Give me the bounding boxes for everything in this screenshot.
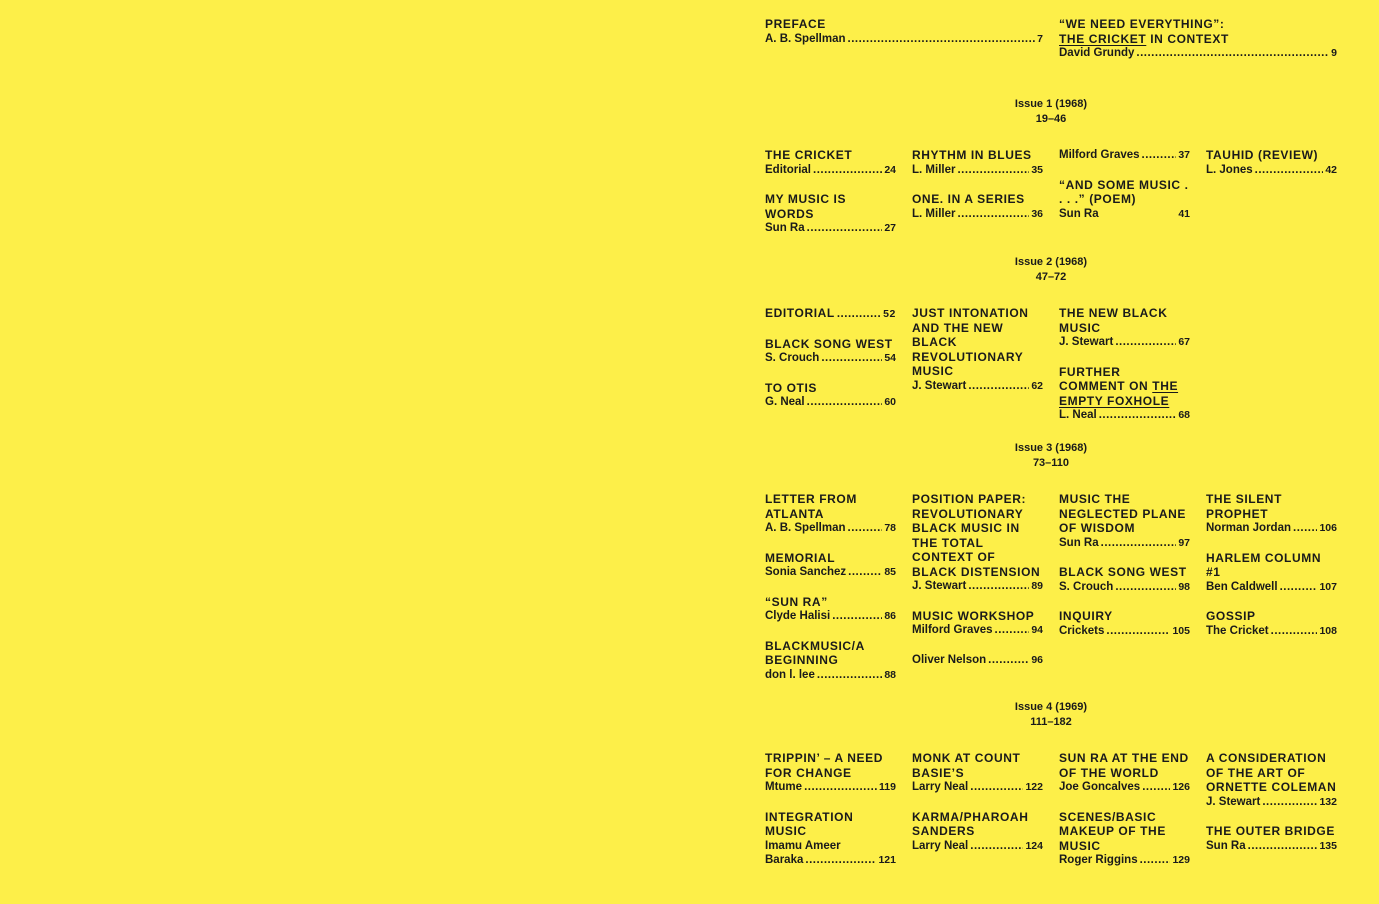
dot-leader bbox=[1115, 580, 1176, 595]
front-matter bbox=[765, 17, 1337, 76]
entry-title: BLACK SONG WEST bbox=[1059, 565, 1187, 579]
entry-line bbox=[765, 351, 896, 366]
dot-leader bbox=[988, 653, 1029, 668]
dot-leader bbox=[837, 307, 881, 322]
toc-column bbox=[912, 492, 1043, 682]
toc-column bbox=[1206, 148, 1337, 192]
dot-leader bbox=[1248, 839, 1318, 854]
entry-author: Baraka bbox=[765, 854, 804, 866]
entry-line bbox=[765, 221, 896, 236]
toc-column bbox=[912, 148, 1043, 236]
entry-title-underlined: THE EMPTY FOXHOLE bbox=[1059, 379, 1179, 408]
entry-line bbox=[912, 839, 1043, 854]
toc-entry[interactable] bbox=[1059, 565, 1190, 594]
entry-line bbox=[1059, 46, 1337, 61]
entry-page: 88 bbox=[884, 668, 896, 681]
entry-line bbox=[1059, 624, 1190, 639]
toc-entry[interactable] bbox=[1059, 178, 1190, 222]
issue-columns bbox=[765, 306, 1337, 438]
dot-leader bbox=[807, 221, 883, 236]
toc-entry[interactable] bbox=[1206, 551, 1337, 595]
toc-entry[interactable] bbox=[1059, 365, 1190, 423]
dot-leader bbox=[807, 395, 883, 410]
toc-column bbox=[1059, 751, 1190, 883]
entry-line bbox=[1206, 839, 1337, 854]
toc-entry[interactable] bbox=[765, 551, 896, 580]
entry-title: KARMA/PHAROAH SANDERS bbox=[912, 809, 1029, 838]
toc-entry[interactable] bbox=[1206, 492, 1337, 536]
toc-column bbox=[765, 751, 896, 883]
entry-title: FURTHER COMMENT ON THE EMPTY FOXHOLE bbox=[1059, 364, 1179, 408]
issue-section bbox=[765, 700, 1337, 883]
entry-line bbox=[765, 565, 896, 580]
toc-column bbox=[912, 306, 1043, 408]
entry-author: A. B. Spellman bbox=[765, 32, 846, 45]
toc-entry[interactable] bbox=[765, 192, 896, 236]
entry-page: 86 bbox=[884, 610, 896, 622]
entry-title: SCENES/BASIC MAKEUP OF THE MUSIC bbox=[1059, 809, 1166, 853]
entry-page: 42 bbox=[1325, 163, 1337, 176]
entry-author: J. Stewart bbox=[1206, 795, 1261, 808]
entry-page: 98 bbox=[1178, 580, 1190, 593]
entry-page: 78 bbox=[884, 522, 896, 534]
toc-entry[interactable] bbox=[765, 595, 896, 624]
entry-title: INQUIRY bbox=[1059, 609, 1113, 623]
entry-page: 85 bbox=[884, 566, 896, 578]
entry-title: “SUN RA” bbox=[765, 594, 828, 609]
entry-line bbox=[912, 163, 1043, 178]
entry-line bbox=[1059, 408, 1190, 423]
entry-author: J. Stewart bbox=[912, 379, 967, 392]
entry-line bbox=[765, 32, 1043, 47]
issue-section bbox=[765, 255, 1337, 438]
toc-entry[interactable] bbox=[912, 810, 1043, 854]
entry-line bbox=[1059, 335, 1190, 350]
toc-entry-context[interactable] bbox=[1059, 17, 1337, 61]
entry-title: THE SILENT PROPHET bbox=[1206, 492, 1283, 521]
toc-entry[interactable] bbox=[1059, 492, 1190, 550]
dot-leader bbox=[1106, 624, 1170, 639]
entry-title: MEMORIAL bbox=[765, 550, 836, 565]
toc-entry[interactable] bbox=[1206, 824, 1337, 853]
issue-page-range: 19–46 bbox=[1035, 112, 1067, 125]
entry-title: ONE. IN A SERIES bbox=[912, 192, 1025, 206]
entry-author: don l. lee bbox=[765, 668, 815, 681]
entry-line bbox=[765, 395, 896, 410]
entry-title: PREFACE bbox=[765, 17, 826, 31]
entry-author: Mtume bbox=[765, 781, 803, 793]
entry-page: 107 bbox=[1319, 580, 1337, 593]
issue-columns bbox=[765, 492, 1337, 697]
entry-line bbox=[912, 653, 1043, 668]
toc-entry[interactable] bbox=[1059, 810, 1190, 868]
entry-author-line bbox=[765, 839, 896, 854]
entry-line bbox=[1206, 163, 1337, 178]
toc-entry[interactable] bbox=[1206, 148, 1337, 177]
entry-title bbox=[1059, 17, 1337, 46]
issue-columns bbox=[765, 148, 1337, 251]
toc-column bbox=[1059, 306, 1190, 438]
dot-leader bbox=[957, 163, 1029, 178]
entry-page: 68 bbox=[1178, 409, 1190, 421]
entry-title-underlined: THE CRICKET bbox=[1059, 31, 1147, 46]
entry-title: MY MUSIC IS WORDS bbox=[765, 192, 847, 221]
dot-leader bbox=[968, 579, 1029, 594]
entry-line bbox=[912, 207, 1043, 222]
dot-leader bbox=[848, 565, 882, 580]
entry-author: Ben Caldwell bbox=[1206, 580, 1278, 593]
toc-column bbox=[1206, 751, 1337, 868]
entry-page: 108 bbox=[1319, 624, 1337, 637]
entry-title: MONK AT COUNT BASIE’S bbox=[912, 751, 1021, 780]
table-of-contents bbox=[765, 17, 1337, 866]
entry-author: L. Miller bbox=[912, 163, 956, 176]
toc-entry-preface[interactable] bbox=[765, 17, 1043, 61]
dot-leader bbox=[805, 853, 876, 868]
entry-title: MUSIC WORKSHOP bbox=[912, 608, 1035, 623]
dot-leader bbox=[821, 351, 882, 366]
toc-entry[interactable] bbox=[1206, 609, 1337, 638]
entry-line bbox=[765, 163, 896, 178]
issue-title: Issue 3 (1968) bbox=[1014, 442, 1088, 454]
entry-page: 7 bbox=[1037, 32, 1043, 45]
entry-page: 52 bbox=[883, 308, 896, 320]
entry-title: JUST INTONATION AND THE NEW BLACK REVOLUTIONARY MUSIC bbox=[912, 306, 1029, 378]
entry-line bbox=[1059, 148, 1190, 163]
dot-leader bbox=[848, 32, 1036, 47]
toc-entry[interactable] bbox=[912, 751, 1043, 795]
toc-column bbox=[765, 148, 896, 251]
entry-line bbox=[1206, 624, 1337, 639]
entry-page: 41 bbox=[1178, 207, 1190, 220]
entry-title: TRIPPIN’ – A NEED FOR CHANGE bbox=[765, 751, 884, 780]
dot-leader bbox=[1262, 795, 1317, 810]
entry-author: S. Crouch bbox=[765, 352, 820, 364]
entry-line bbox=[1206, 580, 1337, 595]
toc-entry[interactable] bbox=[765, 810, 896, 868]
entry-title: “AND SOME MUSIC . . . .” (POEM) bbox=[1059, 177, 1189, 206]
dot-leader bbox=[1271, 624, 1318, 639]
entry-title: TO OTIS bbox=[765, 380, 817, 395]
toc-entry[interactable] bbox=[912, 492, 1043, 594]
entry-page: 119 bbox=[879, 781, 896, 793]
entry-page: 35 bbox=[1031, 163, 1043, 176]
entry-author: A. B. Spellman bbox=[765, 522, 846, 534]
dot-leader bbox=[1255, 163, 1324, 178]
entry-line bbox=[912, 379, 1043, 394]
issue-title: Issue 1 (1968) bbox=[1014, 98, 1088, 110]
toc-entry[interactable] bbox=[912, 148, 1043, 177]
entry-page: 97 bbox=[1178, 536, 1190, 549]
dot-leader bbox=[1293, 521, 1317, 536]
entry-title: TAUHID (REVIEW) bbox=[1206, 148, 1319, 162]
entry-author: Joe Goncalves bbox=[1059, 781, 1141, 793]
toc-entry[interactable] bbox=[1206, 751, 1337, 809]
dot-leader bbox=[817, 668, 882, 683]
toc-column bbox=[1059, 492, 1190, 653]
entry-page: 132 bbox=[1319, 795, 1337, 808]
entry-author: L. Miller bbox=[912, 207, 956, 220]
entry-page: 67 bbox=[1178, 336, 1190, 348]
entry-author: David Grundy bbox=[1059, 47, 1135, 59]
entry-title: BLACK SONG WEST bbox=[765, 336, 893, 351]
entry-author: Larry Neal bbox=[912, 781, 969, 793]
dot-leader bbox=[1280, 580, 1318, 595]
entry-line bbox=[765, 780, 896, 795]
entry-author: Sun Ra bbox=[1206, 839, 1246, 852]
entry-title: LETTER FROM ATLANTA bbox=[765, 492, 857, 521]
entry-page: 124 bbox=[1025, 839, 1043, 852]
toc-column bbox=[765, 492, 896, 697]
entry-page: 122 bbox=[1025, 781, 1043, 793]
dot-leader bbox=[968, 379, 1029, 394]
entry-page: 36 bbox=[1031, 207, 1043, 220]
dot-leader bbox=[957, 207, 1029, 222]
entry-line bbox=[1206, 795, 1337, 810]
toc-column bbox=[912, 751, 1043, 868]
toc-column bbox=[1206, 492, 1337, 653]
issue-heading bbox=[765, 700, 1337, 729]
entry-author: Milford Graves bbox=[912, 624, 993, 636]
entry-author: L. Jones bbox=[1206, 163, 1253, 176]
issue-heading bbox=[765, 441, 1337, 470]
entry-page: 135 bbox=[1319, 839, 1337, 852]
issue-title: Issue 2 (1968) bbox=[1014, 256, 1088, 268]
entry-author: G. Neal bbox=[765, 396, 805, 408]
dot-leader bbox=[1115, 335, 1176, 350]
entry-title: A CONSIDERATION OF THE ART OF ORNETTE COLEMAN bbox=[1206, 751, 1337, 794]
toc-entry[interactable] bbox=[1059, 148, 1190, 163]
entry-title-rest: IN CONTEXT bbox=[1146, 31, 1229, 46]
entry-line bbox=[1059, 207, 1190, 222]
entry-page: 62 bbox=[1031, 379, 1043, 392]
entry-title: BLACKMUSIC/A BEGINNING bbox=[765, 638, 865, 667]
entry-line bbox=[765, 521, 896, 536]
entry-title: HARLEM COLUMN #1 bbox=[1206, 550, 1322, 579]
toc-entry[interactable] bbox=[1059, 306, 1190, 350]
toc-column bbox=[765, 306, 896, 425]
issue-title: Issue 4 (1969) bbox=[1014, 701, 1088, 713]
issue-page-range: 47–72 bbox=[1035, 270, 1067, 283]
entry-line bbox=[765, 306, 896, 322]
toc-entry[interactable] bbox=[765, 751, 896, 795]
entry-title: GOSSIP bbox=[1206, 609, 1256, 623]
entry-author: Editorial bbox=[765, 163, 812, 176]
entry-page: 121 bbox=[878, 854, 896, 866]
dot-leader bbox=[970, 839, 1023, 854]
entry-author: Sun Ra bbox=[1059, 536, 1099, 549]
toc-entry[interactable] bbox=[765, 148, 896, 177]
dot-leader bbox=[848, 521, 883, 536]
dot-leader bbox=[813, 163, 882, 178]
toc-entry[interactable] bbox=[1059, 609, 1190, 638]
toc-entry[interactable] bbox=[912, 653, 1043, 668]
entry-title: EDITORIAL bbox=[765, 306, 835, 320]
toc-entry[interactable] bbox=[912, 609, 1043, 638]
dot-leader bbox=[1101, 536, 1177, 551]
issue-columns bbox=[765, 751, 1337, 883]
dot-leader bbox=[1136, 46, 1329, 61]
entry-page: 106 bbox=[1319, 522, 1337, 534]
toc-entry[interactable] bbox=[765, 306, 896, 322]
entry-line bbox=[1059, 853, 1190, 868]
entry-author: Sonia Sanchez bbox=[765, 566, 847, 578]
entry-author: Norman Jordan bbox=[1206, 522, 1291, 534]
entry-title: SUN RA AT THE END OF THE WORLD bbox=[1059, 751, 1189, 780]
entry-title: THE NEW BLACK MUSIC bbox=[1059, 306, 1168, 335]
entry-author: Roger Riggins bbox=[1059, 854, 1138, 866]
toc-entry[interactable] bbox=[765, 337, 896, 366]
entry-page: 60 bbox=[884, 396, 896, 408]
entry-author: Sun Ra bbox=[765, 222, 805, 234]
entry-line bbox=[1059, 780, 1190, 795]
entry-title: INTEGRATION MUSIC bbox=[765, 809, 854, 838]
toc-column bbox=[1059, 148, 1190, 236]
entry-line bbox=[765, 853, 896, 868]
entry-line bbox=[912, 579, 1043, 594]
issue-section bbox=[765, 441, 1337, 697]
entry-title: RHYTHM IN BLUES bbox=[912, 148, 1032, 162]
entry-page: 37 bbox=[1178, 149, 1190, 161]
entry-author: Sun Ra bbox=[1059, 207, 1099, 220]
entry-author: S. Crouch bbox=[1059, 580, 1114, 593]
entry-author: Oliver Nelson bbox=[912, 653, 987, 666]
entry-line bbox=[912, 780, 1043, 795]
issue-heading bbox=[765, 255, 1337, 284]
dot-leader bbox=[1140, 853, 1171, 868]
entry-title-line1: “WE NEED EVERYTHING”: bbox=[1059, 17, 1225, 31]
dot-leader bbox=[804, 780, 877, 795]
entry-line bbox=[1206, 521, 1337, 536]
entry-author: Clyde Halisi bbox=[765, 610, 831, 622]
entry-page: 96 bbox=[1031, 653, 1043, 666]
toc-entry[interactable] bbox=[765, 492, 896, 536]
entry-author: Larry Neal bbox=[912, 839, 969, 852]
entry-line bbox=[1059, 580, 1190, 595]
issue-section bbox=[765, 97, 1337, 251]
toc-entry[interactable] bbox=[765, 639, 896, 683]
entry-line bbox=[765, 609, 896, 624]
entry-author: The Cricket bbox=[1206, 624, 1269, 637]
issue-heading bbox=[765, 97, 1337, 126]
entry-author: L. Neal bbox=[1059, 409, 1097, 421]
issue-page-range: 111–182 bbox=[1030, 715, 1072, 728]
entry-page: 105 bbox=[1172, 624, 1190, 637]
entry-title: THE OUTER BRIDGE bbox=[1206, 824, 1335, 838]
entry-page: 89 bbox=[1031, 580, 1043, 592]
entry-author: Crickets bbox=[1059, 624, 1105, 637]
dot-leader bbox=[1142, 148, 1177, 163]
entry-title: THE CRICKET bbox=[765, 148, 853, 162]
toc-entry[interactable] bbox=[912, 306, 1043, 393]
entry-page: 24 bbox=[884, 163, 896, 176]
entry-title: POSITION PAPER: REVOLUTIONARY BLACK MUSIC IN THE TOTAL CONTEXT OF BLACK DISTENSION bbox=[912, 492, 1041, 579]
entry-page: 126 bbox=[1172, 781, 1190, 793]
entry-page: 54 bbox=[884, 352, 896, 364]
toc-entry[interactable] bbox=[765, 381, 896, 410]
dot-leader bbox=[832, 609, 882, 624]
entry-line bbox=[765, 668, 896, 683]
entry-page: 9 bbox=[1331, 47, 1337, 59]
entry-author: J. Stewart bbox=[1059, 336, 1114, 348]
entry-page: 27 bbox=[884, 222, 896, 234]
dot-leader bbox=[1099, 408, 1177, 423]
dot-leader bbox=[970, 780, 1023, 795]
entry-author: J. Stewart bbox=[912, 580, 967, 592]
entry-author: Milford Graves bbox=[1059, 149, 1140, 161]
issue-page-range: 73–110 bbox=[1032, 456, 1070, 469]
entry-title: MUSIC THE NEGLECTED PLANE OF WISDOM bbox=[1059, 492, 1187, 535]
dot-leader bbox=[995, 623, 1030, 638]
entry-page: 129 bbox=[1172, 854, 1190, 866]
entry-page: 94 bbox=[1031, 624, 1043, 636]
toc-entry[interactable] bbox=[912, 192, 1043, 221]
entry-line bbox=[1059, 536, 1190, 551]
entry-author: Imamu Ameer bbox=[765, 839, 841, 852]
toc-entry[interactable] bbox=[1059, 751, 1190, 795]
entry-line bbox=[912, 623, 1043, 638]
dot-leader bbox=[1142, 780, 1170, 795]
